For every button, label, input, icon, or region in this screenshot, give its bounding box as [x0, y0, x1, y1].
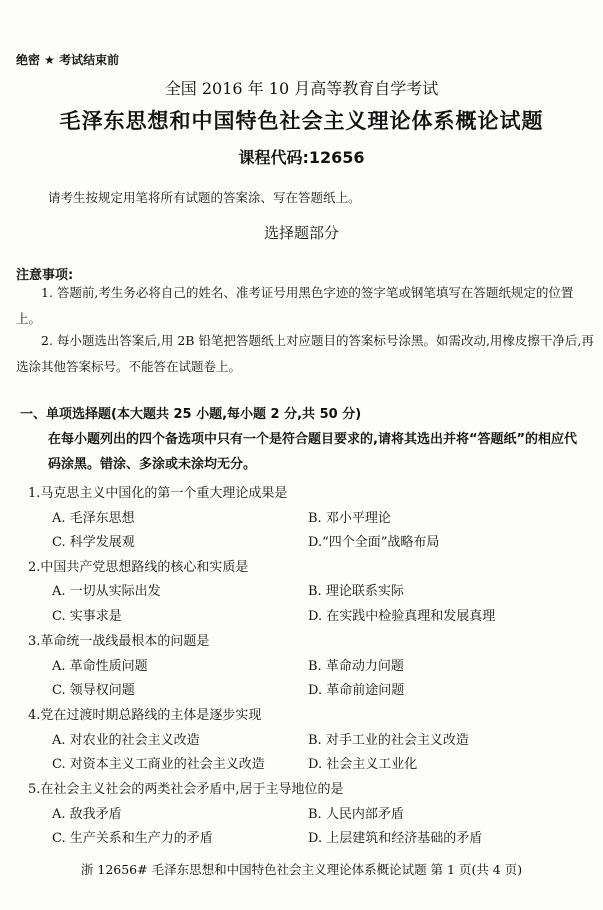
notes-label: 注意事项:	[16, 268, 74, 283]
option-b: B. 对手工业的社会主义改造	[308, 733, 469, 748]
option-b: B. 革命动力问题	[308, 659, 404, 674]
option-b: B. 人民内部矛盾	[308, 807, 404, 822]
subject-title: 毛泽东思想和中国特色社会主义理论体系概论试题	[59, 109, 544, 133]
option-d: D. 革命前途问题	[308, 683, 405, 698]
option-c: C. 生产关系和生产力的矛盾	[52, 831, 213, 846]
note-item: 1. 答题前,考生务必将自己的姓名、准考证号用黑色字迹的签字笔或钢笔填写在答题纸规定的位置上。	[16, 285, 574, 326]
option-a: A. 一切从实际出发	[52, 584, 161, 599]
option-d: D. 在实践中检验真理和发展真理	[308, 609, 496, 624]
question-stem: 2.中国共产党思想路线的核心和实质是	[28, 560, 249, 575]
question-stem: 1.马克思主义中国化的第一个重大理论成果是	[28, 486, 288, 501]
part-instruction: 在每小题列出的四个备选项中只有一个是符合题目要求的,请将其选出并将“答题纸”的相应代码涂黑。错涂、多涂或未涂均无分。	[48, 432, 578, 472]
option-b: B. 理论联系实际	[308, 584, 404, 599]
exam-title: 全国 2016 年 10 月高等教育自学考试	[164, 79, 439, 98]
question-stem: 4.党在过渡时期总路线的主体是逐步实现	[28, 708, 262, 723]
option-d: D. 上层建筑和经济基础的矛盾	[308, 831, 483, 846]
option-b: B. 邓小平理论	[308, 511, 391, 526]
option-c: C. 对资本主义工商业的社会主义改造	[52, 757, 265, 772]
part-heading: 一、单项选择题(本大题共 25 小题,每小题 2 分,共 50 分)	[20, 407, 362, 422]
question-stem: 5.在社会主义社会的两类社会矛盾中,居于主导地位的是	[28, 782, 344, 797]
option-d: D.“四个全面”战略布局	[308, 535, 440, 550]
option-a: A. 对农业的社会主义改造	[52, 733, 200, 748]
course-code: 课程代码:12656	[238, 148, 365, 167]
option-a: A. 革命性质问题	[52, 659, 148, 674]
confidential-label: 绝密 ★ 考试结束前	[16, 53, 120, 67]
option-c: C. 领导权问题	[52, 683, 135, 698]
option-c: C. 科学发展观	[52, 535, 135, 550]
section-heading: 选择题部分	[263, 224, 339, 242]
answer-instruction: 请考生按规定用笔将所有试题的答案涂、写在答题纸上。	[48, 190, 361, 205]
note-item: 2. 每小题选出答案后,用 2B 铅笔把答题纸上对应题目的答案标号涂黑。如需改动,用橡皮擦干净后,再选涂其他答案标号。不能答在试题卷上。	[16, 333, 594, 374]
option-c: C. 实事求是	[52, 609, 122, 624]
option-a: A. 毛泽东思想	[52, 511, 135, 526]
option-a: A. 敌我矛盾	[52, 807, 122, 822]
option-d: D. 社会主义工业化	[308, 757, 418, 772]
question-stem: 3.革命统一战线最根本的问题是	[28, 634, 210, 649]
page-footer: 浙 12656# 毛泽东思想和中国特色社会主义理论体系概论试题 第 1 页(共 4 页)	[80, 862, 523, 877]
